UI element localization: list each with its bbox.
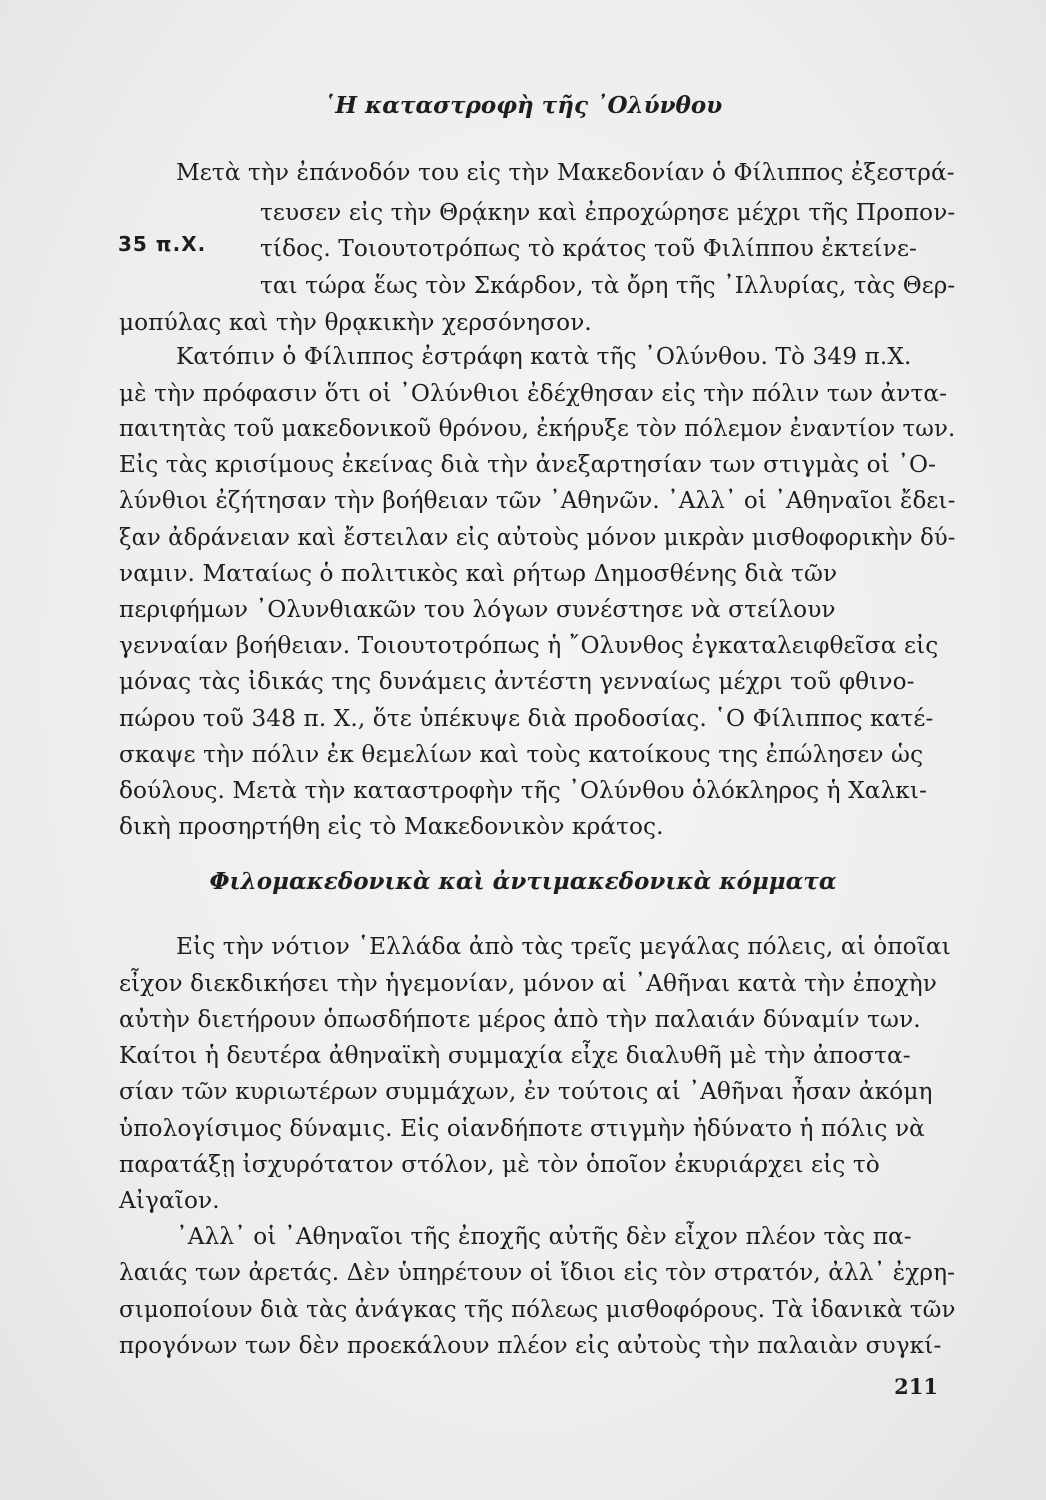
text-line: ναμιν. Ματαίως ὁ πολιτικὸς καὶ ρήτωρ Δημοσθένης διὰ τῶν xyxy=(119,560,838,587)
margin-date-note: 35 π.Χ. xyxy=(118,232,207,256)
text-line: λαιάς των ἀρετάς. Δὲν ὑπηρέτουν οἱ ἴδιοι εἰς τὸν στρατόν, ἀλλ᾿ ἐχρη- xyxy=(119,1259,955,1286)
text-line: περιφήμων ᾿Ολυνθιακῶν του λόγων συνέστησε νὰ στείλουν xyxy=(119,596,836,623)
text-line: προγόνων των δὲν προεκάλουν πλέον εἰς αὐτοὺς τὴν παλαιὰν συγκί- xyxy=(119,1332,942,1359)
text-line: δικὴ προσηρτήθη εἰς τὸ Μακεδονικὸν κράτος. xyxy=(119,813,664,840)
text-line: παιτητὰς τοῦ μακεδονικοῦ θρόνου, ἐκήρυξε τὸν πόλεμον ἐναντίον των. xyxy=(119,415,956,442)
section-subtitle: Φιλομακεδονικὰ καὶ ἀντιμακεδονικὰ κόμματα xyxy=(209,868,837,895)
text-line: Καίτοι ἡ δευτέρα ἀθηναϊκὴ συμμαχία εἶχε διαλυθῆ μὲ τὴν ἀποστα- xyxy=(119,1042,911,1069)
text-line: λύνθιοι ἐζήτησαν τὴν βοήθειαν τῶν ᾿Αθηνῶν. ᾿Αλλ᾿ οἱ ᾿Αθηναῖοι ἔδει- xyxy=(119,487,956,514)
text-line: μοπύλας καὶ τὴν θρᾳκικὴν χερσόνησον. xyxy=(119,309,592,336)
page-number: 211 xyxy=(894,1374,938,1399)
text-line: δούλους. Μετὰ τὴν καταστροφὴν τῆς ᾿Ολύνθου ὁλόκληρος ἡ Χαλκι- xyxy=(119,777,928,804)
text-line: μὲ τὴν πρόφασιν ὅτι οἱ ᾿Ολύνθιοι ἐδέχθησαν εἰς τὴν πόλιν των ἀντα- xyxy=(119,380,948,407)
text-line: Εἰς τὰς κρισίμους ἐκείνας διὰ τὴν ἀνεξαρτησίαν των στιγμὰς οἱ ᾿Ο- xyxy=(119,451,937,478)
text-line: Εἰς τὴν νότιον ῾Ελλάδα ἀπὸ τὰς τρεῖς μεγάλας πόλεις, αἱ ὁποῖαι xyxy=(176,933,951,960)
text-line: σκαψε τὴν πόλιν ἐκ θεμελίων καὶ τοὺς κατοίκους της ἐπώλησεν ὡς xyxy=(119,741,924,768)
text-line: τευσεν εἰς τὴν Θρᾴκην καὶ ἐπροχώρησε μέχρι τῆς Προπον- xyxy=(260,199,956,226)
text-line: μόνας τὰς ἰδικάς της δυνάμεις ἀντέστη γενναίως μέχρι τοῦ φθινο- xyxy=(119,668,915,695)
text-line: Μετὰ τὴν ἐπάνοδόν του εἰς τὴν Μακεδονίαν ὁ Φίλιππος ἐξεστρά- xyxy=(176,159,955,186)
text-line: ξαν ἀδράνειαν καὶ ἔστειλαν εἰς αὐτοὺς μόνον μικρὰν μισθοφορικὴν δύ- xyxy=(119,524,956,551)
text-line: γενναίαν βοήθειαν. Τοιουτοτρόπως ἡ ῎Ολυνθος ἐγκαταλειφθεῖσα εἰς xyxy=(119,632,939,659)
text-line: ὑπολογίσιμος δύναμις. Εἰς οἱανδήποτε στιγμὴν ἠδύνατο ἡ πόλις νὰ xyxy=(119,1115,925,1142)
text-line: τίδος. Τοιουτοτρόπως τὸ κράτος τοῦ Φιλίππου ἐκτείνε- xyxy=(260,235,917,262)
text-line: ται τώρα ἕως τὸν Σκάρδον, τὰ ὄρη τῆς ᾿Ιλλυρίας, τὰς Θερ- xyxy=(260,272,956,299)
text-line: Αἰγαῖον. xyxy=(119,1187,220,1214)
text-line: πώρου τοῦ 348 π. Χ., ὅτε ὑπέκυψε διὰ προδοσίας. ῾Ο Φίλιππος κατέ- xyxy=(119,705,934,732)
text-line: παρατάξῃ ἰσχυρότατον στόλον, μὲ τὸν ὁποῖον ἐκυριάρχει εἰς τὸ xyxy=(119,1151,880,1178)
text-line: σίαν τῶν κυριωτέρων συμμάχων, ἐν τούτοις αἱ ᾿Αθῆναι ἦσαν ἀκόμη xyxy=(119,1078,933,1105)
text-line: εἶχον διεκδικήσει τὴν ἡγεμονίαν, μόνον αἱ ᾿Αθῆναι κατὰ τὴν ἐποχὴν xyxy=(119,970,937,997)
text-line: αὐτὴν διετήρουν ὁπωσδήποτε μέρος ἀπὸ τὴν παλαιάν δύναμίν των. xyxy=(119,1006,921,1033)
chapter-title: ῾Η καταστροφὴ τῆς ᾿Ολύνθου xyxy=(323,92,723,119)
text-line: σιμοποίουν διὰ τὰς ἀνάγκας τῆς πόλεως μισθοφόρους. Τὰ ἰδανικὰ τῶν xyxy=(119,1296,956,1323)
text-line: Κατόπιν ὁ Φίλιππος ἐστράφη κατὰ τῆς ᾿Ολύνθου. Τὸ 349 π.Χ. xyxy=(176,343,912,370)
text-line: ᾿Αλλ᾿ οἱ ᾿Αθηναῖοι τῆς ἐποχῆς αὐτῆς δὲν εἶχον πλέον τὰς πα- xyxy=(176,1223,912,1250)
